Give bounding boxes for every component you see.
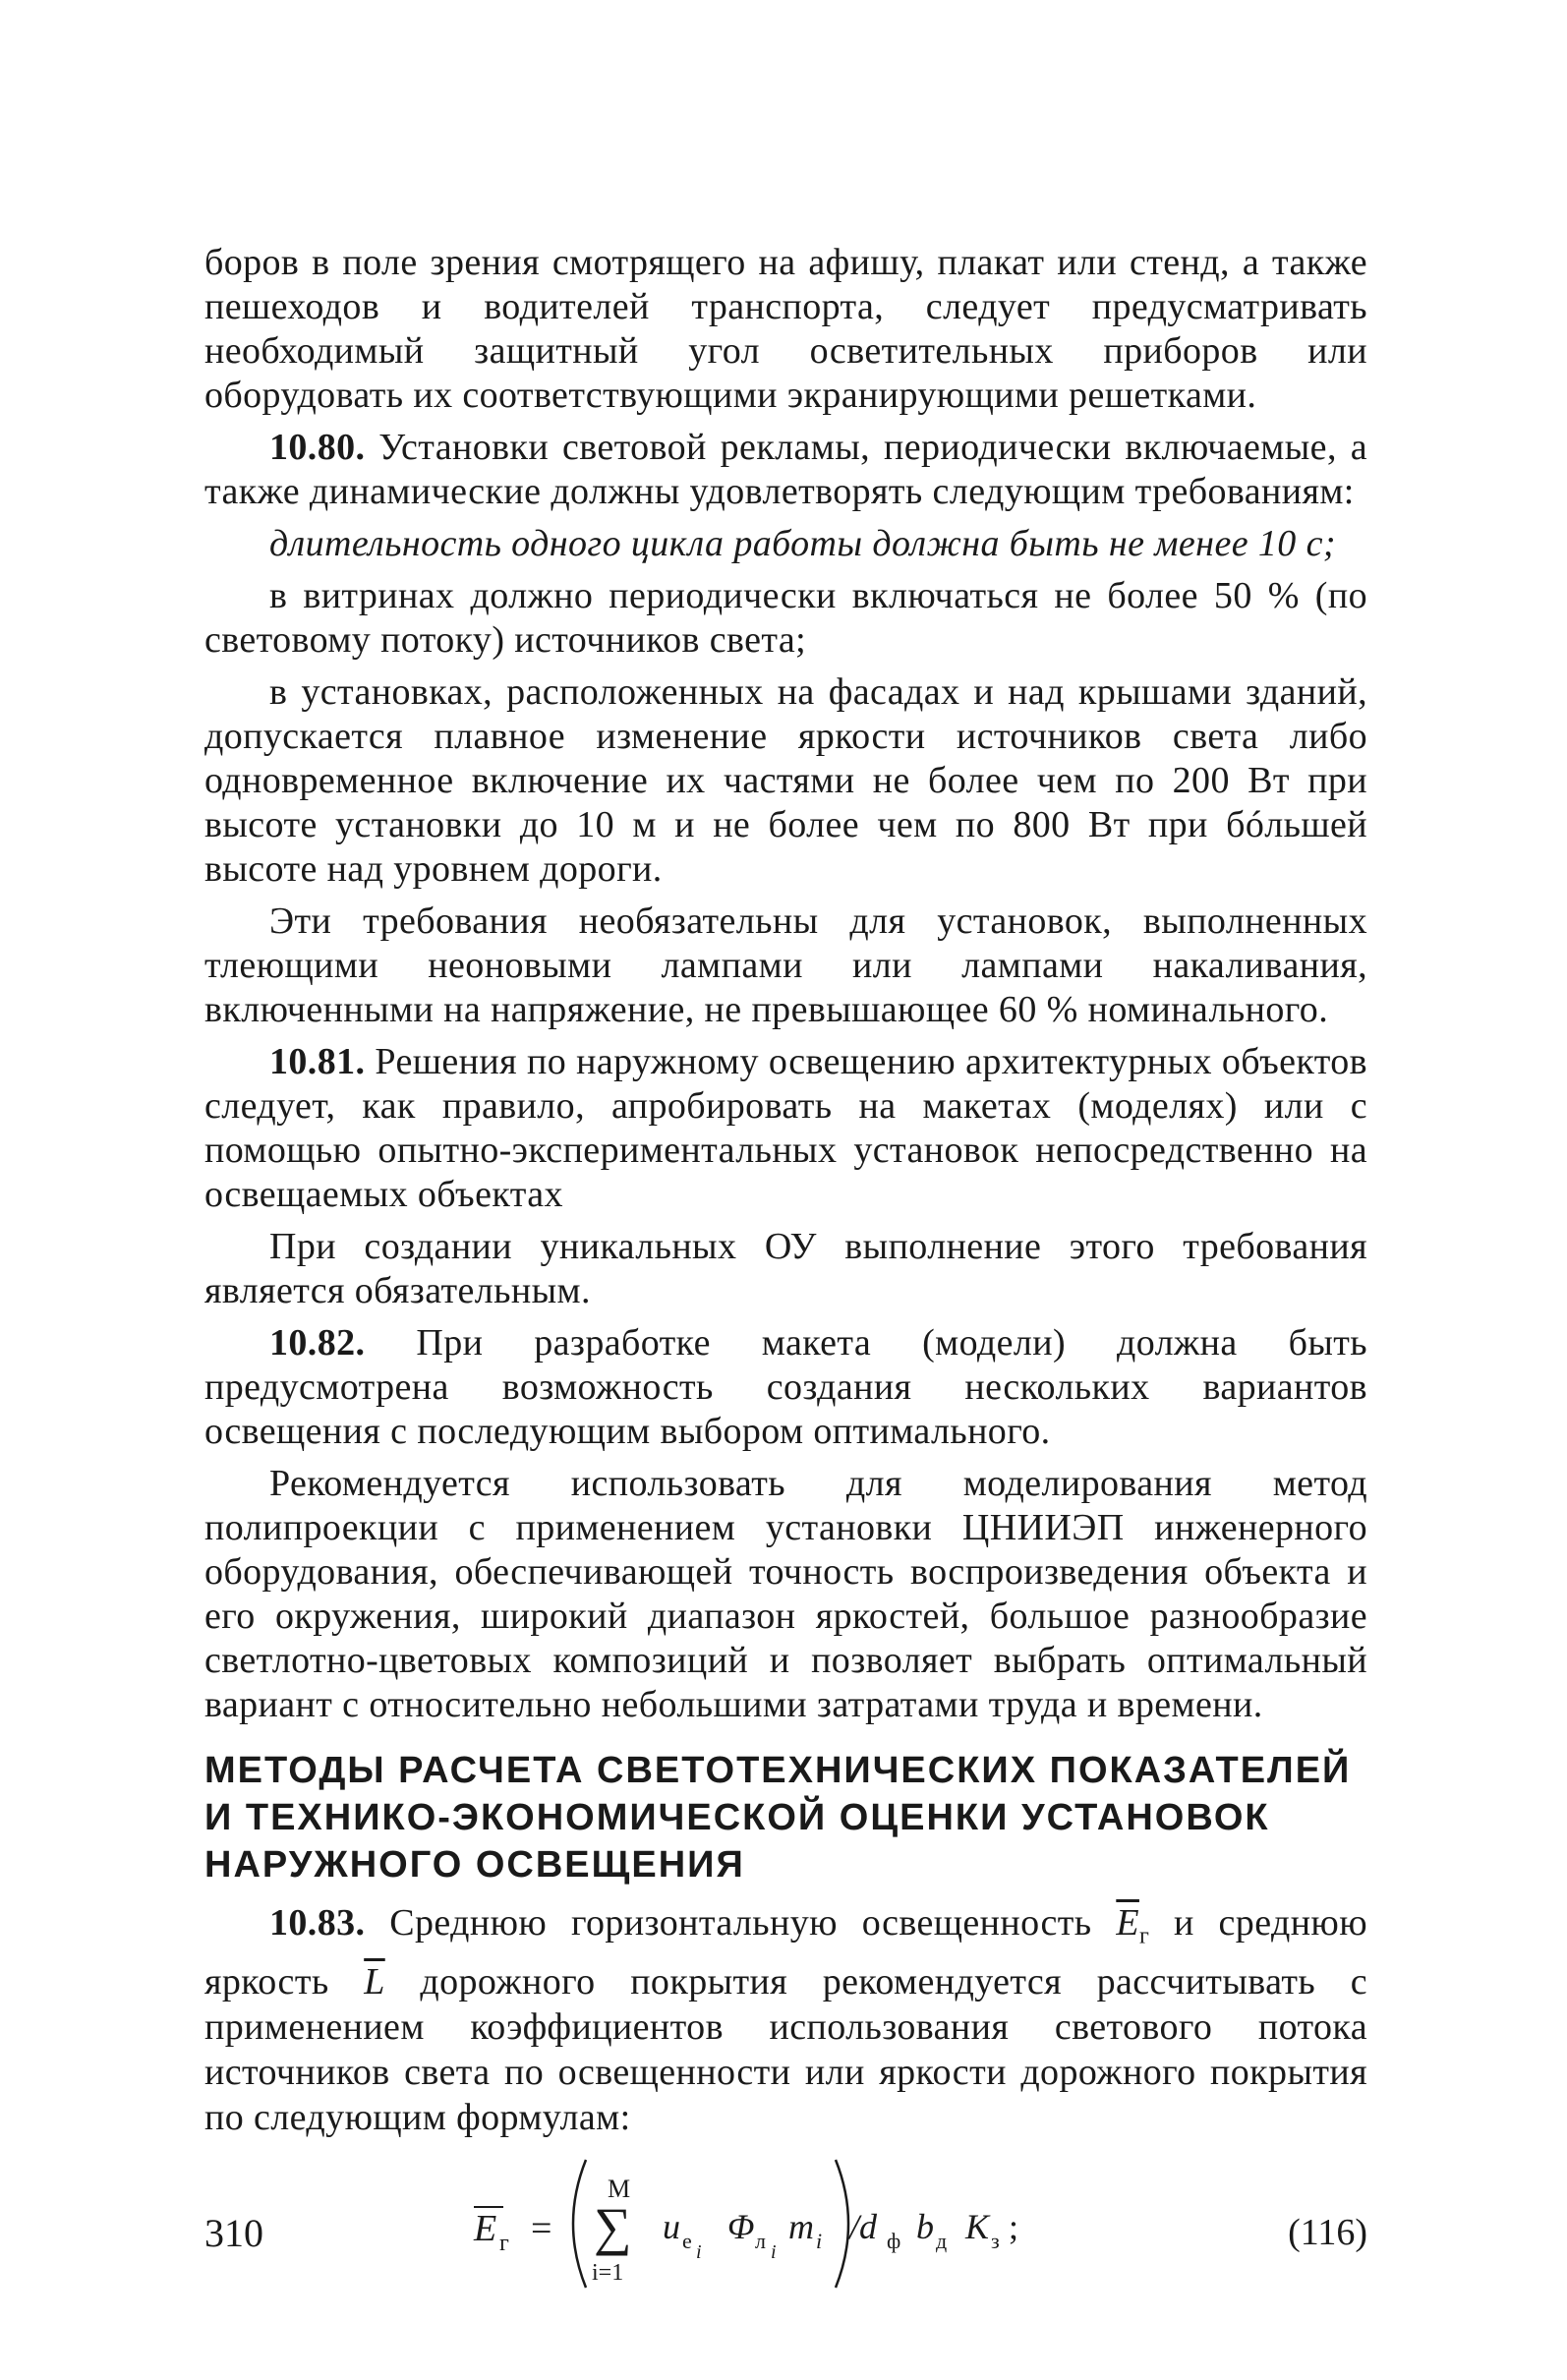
requirement-facade: в установках, расположенных на фасадах и над крышами зданий, допускается плавное изменение яркости источников света либо одновременное включение их частями не более чем по 200 Вт при высоте установки до 10 м и не более чем по 800 Вт при бóльшей высоте над уровнем дороги. <box>204 671 1367 890</box>
clause-number: 10.83. <box>269 1902 366 1944</box>
requirement-showcase: в витринах должно периодически включаться не более 50 % (по световому потоку) источников света; <box>204 575 1367 661</box>
svg-text:b: b <box>916 2206 934 2246</box>
clause-number: 10.81. <box>269 1041 366 1082</box>
svg-text:i: i <box>816 2228 823 2253</box>
svg-text:u: u <box>663 2206 680 2246</box>
svg-text:;: ; <box>1009 2206 1019 2246</box>
paragraph-exceptions: Эти требования необязательны для установок, выполненных тлеющими неоновыми лампами или лампами накаливания, включенными на напряжение, не превышающее 60 % номинального. <box>204 900 1367 1030</box>
paragraph-unique-ou: При создании уникальных ОУ выполнение этого требования является обязательным. <box>204 1226 1367 1311</box>
equation-number: (116) <box>1288 2211 1367 2253</box>
svg-text:/d: /d <box>849 2206 878 2246</box>
formula-116 <box>204 2150 1367 2297</box>
clause-number: 10.82. <box>269 1322 366 1364</box>
svg-text:з: з <box>991 2228 1000 2253</box>
paragraph-10-83: 10.83. Среднюю горизонтальную освещенность $\overline{E}_г$ и среднюю яркость $\overline{L}$ дорожного покрытия рекомендуется рассчитывать с применением коэффициентов использования светового потока источников света по освещенности или яркости дорожного покрытия по следующим формулам: <box>204 1902 1368 2138</box>
svg-text:ф: ф <box>887 2228 901 2253</box>
svg-text:г: г <box>499 2230 509 2256</box>
svg-text:K: K <box>965 2206 990 2246</box>
svg-text:л: л <box>755 2228 766 2253</box>
svg-text:∑: ∑ <box>594 2196 632 2256</box>
svg-text:m: m <box>788 2206 814 2246</box>
page-body <box>204 241 1367 2297</box>
paragraph-polyprojection: Рекомендуется использовать для моделирования метод полипроекции с применением установки ЦНИИЭП инженерного оборудования, обеспечивающей точность воспроизведения объекта и его окружения, широкий диапазон яркостей, большое разнообразие светлотно-цветовых композиций и позволяет выбрать оптимальный вариант с относительно небольшими затратами труда и времени. <box>204 1463 1367 1725</box>
paragraph-10-80: 10.80. Установки световой рекламы, периодически включаемые, а также динамические должны удовлетворять следующим требованиям: <box>204 427 1367 512</box>
symbol-l-avg: $\overline{L}$ <box>364 1960 385 2003</box>
section-heading: МЕТОДЫ РАСЧЕТА СВЕТОТЕХНИЧЕСКИХ ПОКАЗАТЕЛЕЙ И ТЕХНИКО-ЭКОНОМИЧЕСКОЙ ОЦЕНКИ УСТАНОВОК НАРУЖНОГО ОСВЕЩЕНИЯ <box>204 1750 1352 1886</box>
paragraph-10-81: 10.81. Решения по наружному освещению архитектурных объектов следует, как правило, апробировать на макетах (моделях) или с помощью опытно-экспериментальных установок непосредственно на освещаемых объектах <box>204 1041 1367 1215</box>
svg-text:e: e <box>682 2228 692 2253</box>
paragraph-10-82: 10.82. При разработке макета (модели) должна быть предусмотрена возможность создания нескольких вариантов освещения с последующим выбором оптимального. <box>204 1322 1367 1452</box>
svg-text:M: M <box>608 2174 631 2203</box>
lhs-e: E <box>474 2207 497 2249</box>
requirement-cycle: длительность одного цикла работы должна быть не менее 10 с; <box>269 523 1336 564</box>
svg-text:i: i <box>771 2240 777 2263</box>
svg-text:i=1: i=1 <box>592 2259 624 2286</box>
formula-expression <box>470 2150 1256 2297</box>
paragraph-continuation: боров в поле зрения смотрящего на афишу, плакат или стенд, а также пешеходов и водителей транспорта, следует предусматривать необходимый защитный угол осветительных приборов или оборудовать их соответствующими экранирующими решетками. <box>204 242 1367 416</box>
svg-text:Φ: Φ <box>727 2206 755 2246</box>
svg-text:=: = <box>531 2207 552 2249</box>
svg-text:д: д <box>936 2228 948 2253</box>
clause-number: 10.80. <box>269 427 366 468</box>
svg-text:i: i <box>696 2240 702 2263</box>
page-number: 310 <box>204 2211 263 2255</box>
symbol-e-avg: $\overline{E}$ <box>1116 1902 1139 1944</box>
